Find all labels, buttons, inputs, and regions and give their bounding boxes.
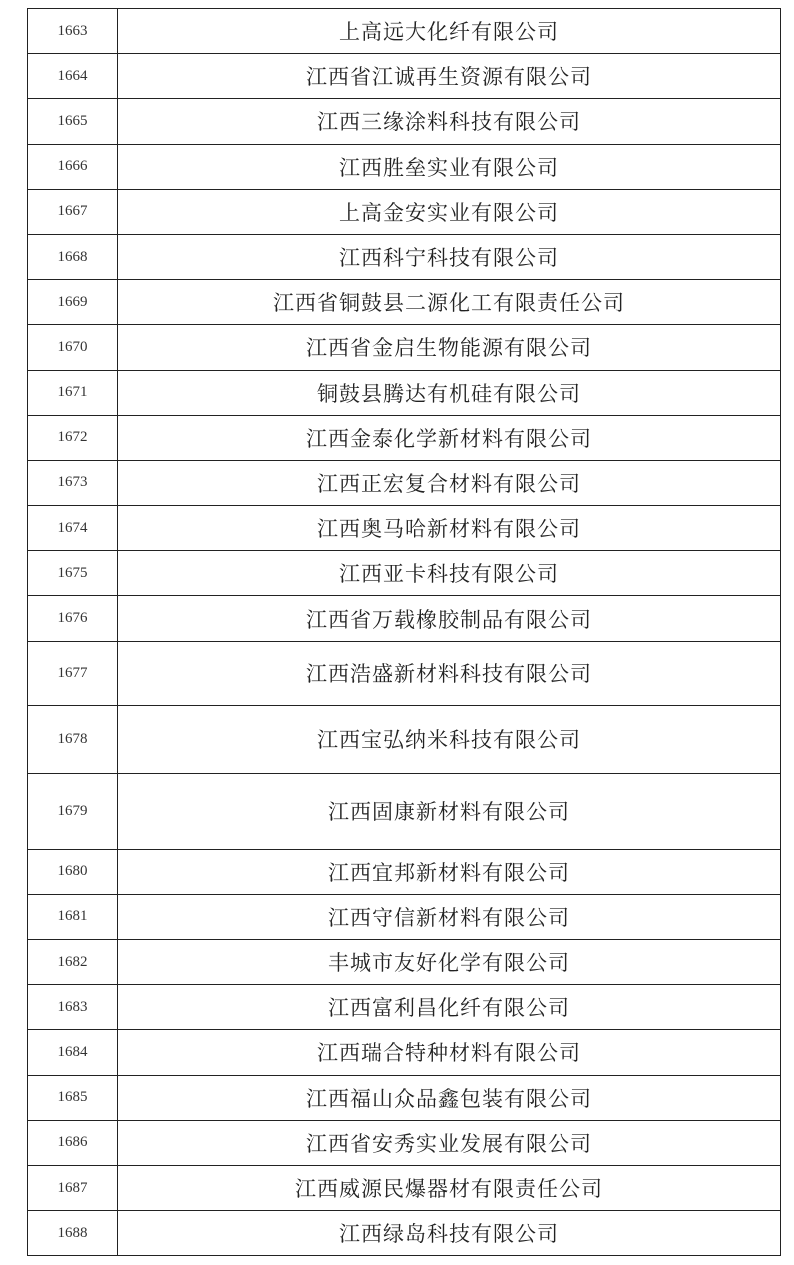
company-name: 江西省金启生物能源有限公司	[118, 325, 781, 370]
row-number: 1678	[28, 705, 118, 773]
row-number: 1671	[28, 370, 118, 415]
row-number: 1670	[28, 325, 118, 370]
table-row	[28, 234, 781, 279]
company-name: 江西富利昌化纤有限公司	[118, 985, 781, 1030]
company-name: 江西威源民爆器材有限责任公司	[118, 1165, 781, 1210]
company-name: 江西奥马哈新材料有限公司	[118, 506, 781, 551]
table-row	[28, 1165, 781, 1210]
company-name: 江西绿岛科技有限公司	[118, 1211, 781, 1256]
row-number: 1675	[28, 551, 118, 596]
company-name: 铜鼓县腾达有机硅有限公司	[118, 370, 781, 415]
row-number: 1664	[28, 54, 118, 99]
table-row	[28, 144, 781, 189]
row-number: 1674	[28, 506, 118, 551]
company-name: 江西金泰化学新材料有限公司	[118, 415, 781, 460]
table-row	[28, 370, 781, 415]
company-name: 江西福山众品鑫包装有限公司	[118, 1075, 781, 1120]
table-row	[28, 705, 781, 773]
row-number: 1685	[28, 1075, 118, 1120]
table-row	[28, 773, 781, 849]
company-name: 丰城市友好化学有限公司	[118, 940, 781, 985]
table-row	[28, 460, 781, 505]
row-number: 1668	[28, 234, 118, 279]
company-name: 江西瑞合特种材料有限公司	[118, 1030, 781, 1075]
row-number: 1686	[28, 1120, 118, 1165]
company-list-document	[27, 8, 781, 1256]
row-number: 1688	[28, 1211, 118, 1256]
row-number: 1684	[28, 1030, 118, 1075]
company-name: 江西省铜鼓县二源化工有限责任公司	[118, 280, 781, 325]
table-row	[28, 99, 781, 144]
row-number: 1665	[28, 99, 118, 144]
table-row	[28, 280, 781, 325]
row-number: 1682	[28, 940, 118, 985]
company-name: 上高金安实业有限公司	[118, 189, 781, 234]
table-row	[28, 985, 781, 1030]
row-number: 1680	[28, 849, 118, 894]
table-row	[28, 9, 781, 54]
company-name: 江西亚卡科技有限公司	[118, 551, 781, 596]
company-name: 江西省江诚再生资源有限公司	[118, 54, 781, 99]
table-row	[28, 1075, 781, 1120]
table-row	[28, 325, 781, 370]
company-name: 江西三缘涂料科技有限公司	[118, 99, 781, 144]
table-row	[28, 1211, 781, 1256]
table-row	[28, 189, 781, 234]
company-name: 江西宝弘纳米科技有限公司	[118, 705, 781, 773]
table-row	[28, 940, 781, 985]
row-number: 1673	[28, 460, 118, 505]
table-row	[28, 506, 781, 551]
table-row	[28, 551, 781, 596]
row-number: 1672	[28, 415, 118, 460]
company-name: 江西宜邦新材料有限公司	[118, 849, 781, 894]
table-row	[28, 54, 781, 99]
company-table	[27, 8, 781, 1256]
table-row	[28, 849, 781, 894]
company-name: 江西省万载橡胶制品有限公司	[118, 596, 781, 641]
row-number: 1663	[28, 9, 118, 54]
row-number: 1669	[28, 280, 118, 325]
company-name: 江西固康新材料有限公司	[118, 773, 781, 849]
company-name: 江西守信新材料有限公司	[118, 894, 781, 939]
company-name: 上高远大化纤有限公司	[118, 9, 781, 54]
table-row	[28, 596, 781, 641]
row-number: 1681	[28, 894, 118, 939]
company-name: 江西浩盛新材料科技有限公司	[118, 641, 781, 705]
row-number: 1667	[28, 189, 118, 234]
table-row	[28, 1120, 781, 1165]
company-name: 江西正宏复合材料有限公司	[118, 460, 781, 505]
company-name: 江西省安秀实业发展有限公司	[118, 1120, 781, 1165]
row-number: 1683	[28, 985, 118, 1030]
company-name: 江西胜垒实业有限公司	[118, 144, 781, 189]
table-row	[28, 1030, 781, 1075]
row-number: 1679	[28, 773, 118, 849]
table-row	[28, 894, 781, 939]
row-number: 1687	[28, 1165, 118, 1210]
row-number: 1676	[28, 596, 118, 641]
row-number: 1677	[28, 641, 118, 705]
row-number: 1666	[28, 144, 118, 189]
table-row	[28, 415, 781, 460]
company-name: 江西科宁科技有限公司	[118, 234, 781, 279]
table-row	[28, 641, 781, 705]
